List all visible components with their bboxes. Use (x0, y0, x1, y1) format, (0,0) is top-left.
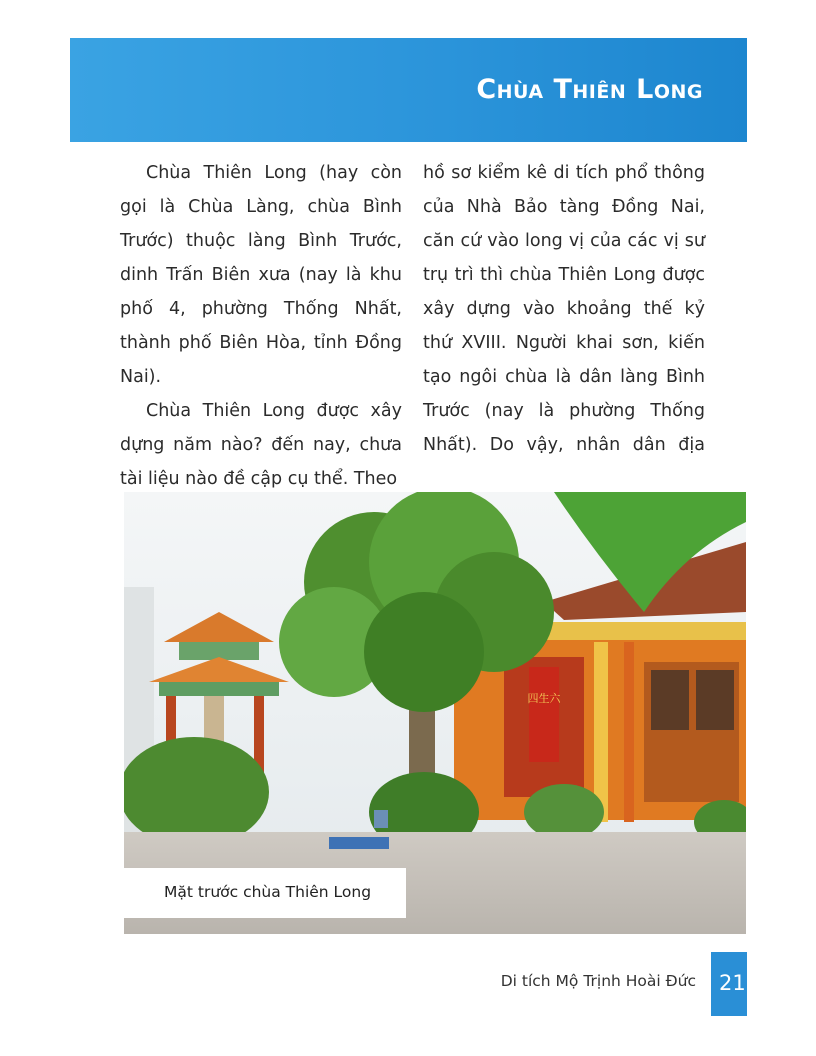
header-banner (70, 38, 747, 142)
text-column-left (120, 156, 402, 496)
text-column-right (423, 156, 705, 462)
page-number: 21 (719, 971, 746, 995)
paragraph: Chùa Thiên Long (hay còn gọi là Chùa Làng, chùa Bình Trước) thuộc làng Bình Trước, dinh Trấn Biên xưa (nay là khu phố 4, phường Thống Nhất, thành phố Biên Hòa, tỉnh Đồng Nai). (120, 163, 402, 387)
altar-sign-text: 四生六 (527, 692, 561, 705)
page-title: Chùa Thiên Long (476, 74, 703, 105)
photo-caption: Mặt trước chùa Thiên Long (164, 883, 372, 901)
running-footer: Di tích Mộ Trịnh Hoài Đức (500, 972, 696, 990)
caption-box (124, 868, 406, 918)
paragraph: hồ sơ kiểm kê di tích phổ thông của Nhà Bảo tàng Đồng Nai, căn cứ vào long vị của các vị sư trụ trì thì chùa Thiên Long được xây dựng vào khoảng thế kỷ thứ XVIII. Người khai sơn, kiến tạo ngôi chùa là dân làng Bình Trước (nay là phường Thống Nhất). Do vậy, nhân dân địa (423, 163, 705, 455)
page-number-tab (711, 952, 747, 1016)
paragraph: Chùa Thiên Long được xây dựng năm nào? đến nay, chưa tài liệu nào đề cập cụ thể. Theo (120, 401, 402, 489)
